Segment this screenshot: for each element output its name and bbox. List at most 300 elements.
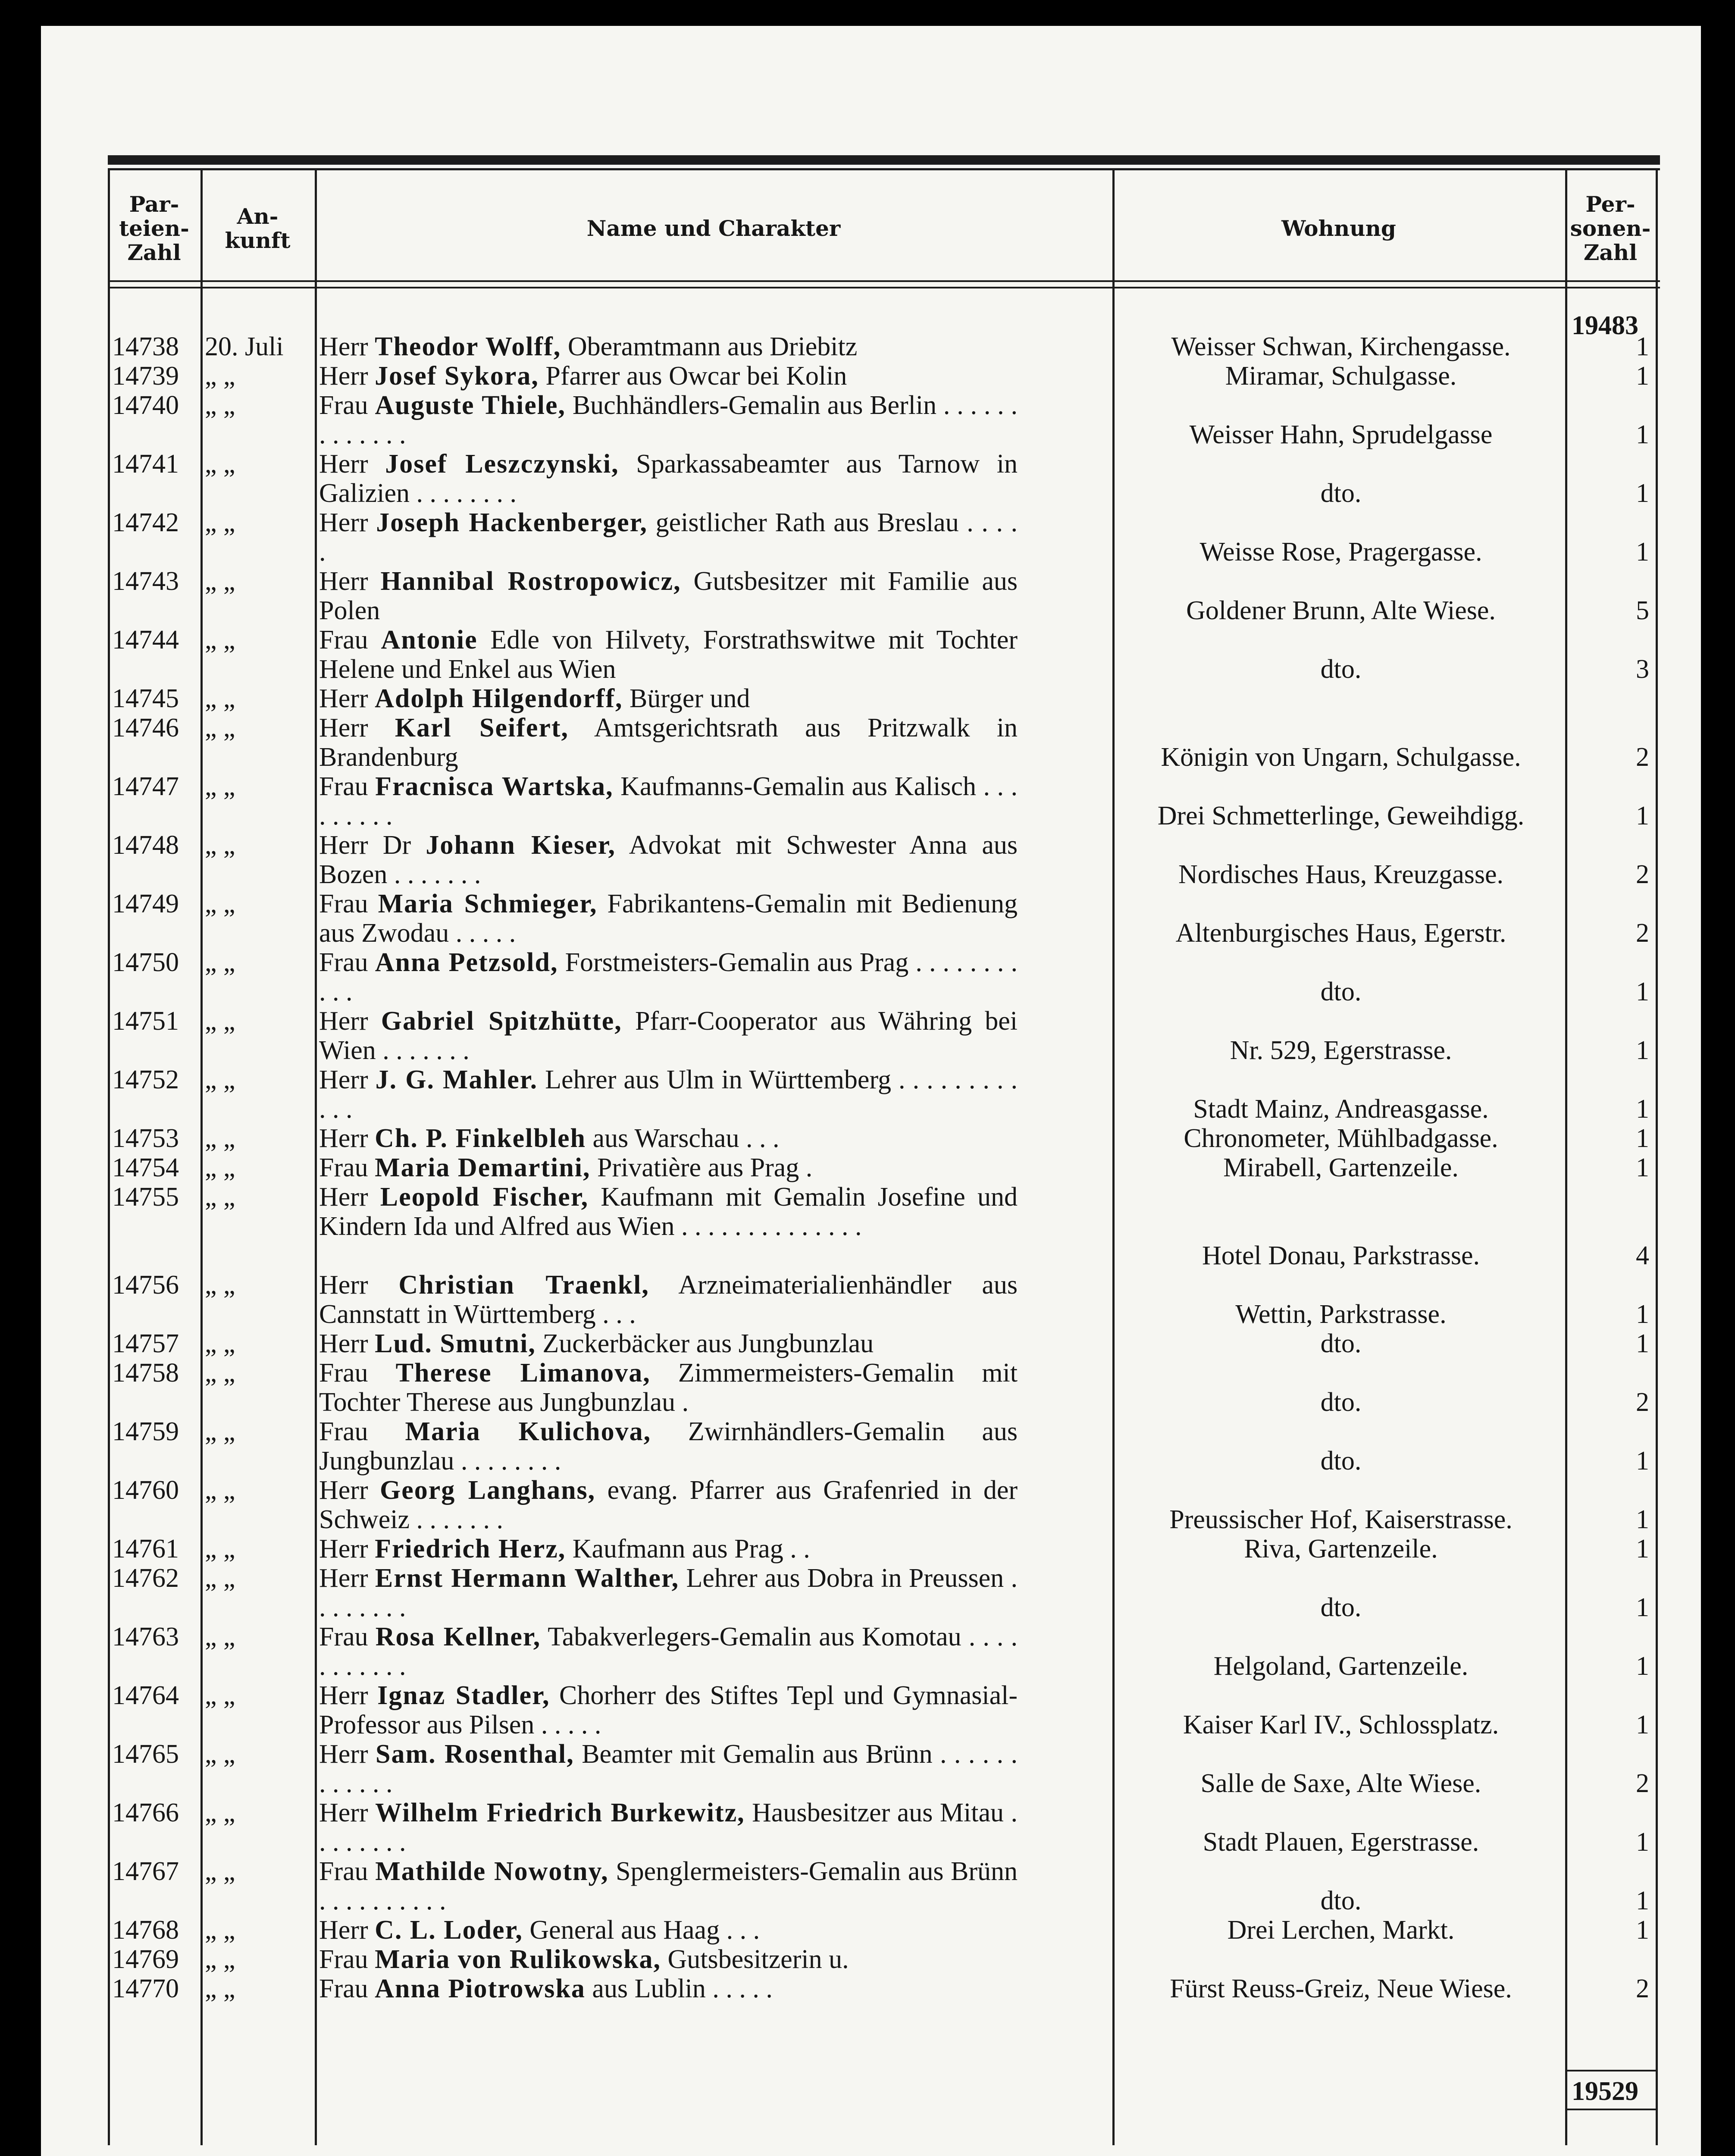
residence: Preussischer Hof, Kaiserstrasse.: [1169, 1505, 1513, 1534]
guest-name: Antonie: [381, 625, 478, 655]
salutation: Frau: [319, 1622, 368, 1651]
residence: Mirabell, Gartenzeile.: [1223, 1153, 1459, 1182]
residence: dto.: [1320, 479, 1362, 508]
party-number: 14759: [112, 1417, 179, 1446]
guest-description: aus Warschau . . .: [592, 1124, 780, 1153]
guest-name: Auguste Thiele,: [375, 391, 566, 420]
guest-description: Zuckerbäcker aus Jungbunzlau: [542, 1329, 874, 1358]
arrival-date: „ „: [205, 1622, 235, 1651]
salutation: Frau: [319, 889, 368, 918]
name-and-character: [319, 1358, 1018, 1417]
salutation: Frau: [319, 948, 368, 977]
person-count: 1: [1636, 801, 1649, 830]
party-number: 14760: [112, 1476, 179, 1505]
arrival-date: „ „: [205, 1798, 235, 1827]
sum-rule-bottom: [1565, 2109, 1658, 2110]
arrival-date: „ „: [205, 1182, 235, 1212]
name-and-character: [319, 684, 1018, 713]
party-number: 14742: [112, 508, 179, 537]
guest-description: geistlicher Rath aus Breslau . . . . .: [319, 508, 1018, 567]
residence: Weisse Rose, Pragergasse.: [1199, 537, 1482, 567]
party-number: 14741: [112, 449, 179, 479]
name-and-character: [319, 1124, 1018, 1153]
arrival-date: „ „: [205, 508, 235, 537]
name-and-character: [319, 332, 1018, 361]
salutation: Herr: [319, 1534, 368, 1564]
guest-description: Tabakverlegers-Gemalin aus Komotau . . . . . . . . . . .: [319, 1622, 1018, 1681]
guest-description: Lehrer aus Dobra in Preussen . . . . . . . .: [319, 1564, 1018, 1622]
arrival-date: „ „: [205, 1065, 235, 1094]
residence: dto.: [1320, 1446, 1362, 1476]
person-count: 1: [1636, 1651, 1649, 1681]
table-row: [108, 625, 1660, 684]
arrival-date: „ „: [205, 1153, 235, 1182]
residence: Chronometer, Mühlbadgasse.: [1184, 1124, 1498, 1153]
name-and-character: [319, 1417, 1018, 1476]
residence: dto.: [1320, 1593, 1362, 1622]
table-row: [108, 948, 1660, 1006]
salutation: Frau: [319, 1417, 368, 1446]
arrival-date: „ „: [205, 1270, 235, 1300]
table-row: [108, 1329, 1660, 1358]
arrival-date: „ „: [205, 1124, 235, 1153]
guest-description: Beamter mit Gemalin aus Brünn . . . . . . . . . . . .: [319, 1739, 1018, 1798]
table-row: [108, 1065, 1660, 1124]
header-rule-1: [108, 280, 1660, 282]
party-number: 14753: [112, 1124, 179, 1153]
arrival-date: „ „: [205, 889, 235, 918]
name-and-character: [319, 361, 1018, 391]
table-row: [108, 1974, 1660, 2003]
residence: Riva, Gartenzeile.: [1244, 1534, 1438, 1564]
person-count: 1: [1636, 1505, 1649, 1534]
guest-name: Karl Seifert,: [395, 713, 569, 743]
table-row: [108, 1622, 1660, 1681]
guest-name: Josef Leszczynski,: [385, 449, 619, 479]
name-and-character: [319, 449, 1018, 508]
residence: Königin von Ungarn, Schulgasse.: [1161, 743, 1521, 772]
salutation: Herr: [319, 1065, 368, 1094]
guest-description: Spenglermeisters-Gemalin aus Brünn . . . . . . . . . .: [319, 1857, 1018, 1915]
salutation: Herr Dr: [319, 830, 411, 860]
table-row: [108, 1915, 1660, 1945]
guest-name: Hannibal Rostropowicz,: [380, 567, 681, 596]
arrival-date: „ „: [205, 1857, 235, 1886]
guest-description: Zwirnhändlers-Gemalin aus Jungbunzlau . . . . . . . .: [319, 1417, 1018, 1476]
name-and-character: [319, 1476, 1018, 1534]
person-count: 1: [1636, 1593, 1649, 1622]
guest-description: Hausbesitzer aus Mitau . . . . . . . .: [319, 1798, 1018, 1857]
guest-name: Gabriel Spitzhütte,: [381, 1006, 622, 1036]
header-personen: Per- sonen- Zahl: [1570, 191, 1651, 265]
person-count: 1: [1636, 1124, 1649, 1153]
arrival-date: „ „: [205, 1739, 235, 1769]
salutation: Frau: [319, 1945, 368, 1974]
table-row: [108, 332, 1660, 361]
party-number: 14747: [112, 772, 179, 801]
guest-name: Maria von Rulikowska,: [375, 1945, 661, 1974]
guest-name: Johann Kieser,: [426, 830, 616, 860]
guest-name: Rosa Kellner,: [375, 1622, 541, 1651]
guest-description: Amtsgerichtsrath aus Pritzwalk in Brandenburg: [319, 713, 1018, 772]
salutation: Herr: [319, 1564, 368, 1593]
arrival-date: „ „: [205, 830, 235, 860]
person-count: 4: [1636, 1241, 1649, 1270]
guest-description: Pfarr-Cooperator aus Währing bei Wien . . . . . . .: [319, 1006, 1018, 1065]
party-number: 14757: [112, 1329, 179, 1358]
salutation: Frau: [319, 772, 368, 801]
register-table: [108, 155, 1660, 2152]
arrival-date: „ „: [205, 1564, 235, 1593]
residence: Drei Schmetterlinge, Geweihdigg.: [1157, 801, 1525, 830]
header-wohnung: Wohnung: [1281, 216, 1396, 241]
table-row: [108, 1564, 1660, 1622]
party-number: 14768: [112, 1915, 179, 1945]
arrival-date: „ „: [205, 361, 235, 391]
arrival-date: „ „: [205, 772, 235, 801]
name-and-character: [319, 1681, 1018, 1739]
residence: Nr. 529, Egerstrasse.: [1230, 1036, 1452, 1065]
header-parteien: Par- teien- Zahl: [119, 191, 189, 265]
guest-description: General aus Haag . . .: [529, 1915, 760, 1945]
party-number: 14762: [112, 1564, 179, 1593]
salutation: Herr: [319, 1798, 368, 1827]
salutation: Herr: [319, 1329, 368, 1358]
arrival-date: „ „: [205, 449, 235, 479]
party-number: 14739: [112, 361, 179, 391]
table-row: [108, 1270, 1660, 1329]
person-count: 2: [1636, 743, 1649, 772]
guest-name: Ernst Hermann Walther,: [375, 1564, 680, 1593]
guest-description: Pfarrer aus Owcar bei Kolin: [545, 361, 847, 391]
header-rule-2: [108, 287, 1660, 288]
party-number: 14769: [112, 1945, 179, 1974]
arrival-date: „ „: [205, 1329, 235, 1358]
residence: Fürst Reuss-Greiz, Neue Wiese.: [1170, 1974, 1512, 2003]
person-count: 1: [1636, 1094, 1649, 1124]
party-number: 14758: [112, 1358, 179, 1388]
top-rule: [108, 155, 1660, 165]
residence: Weisser Schwan, Kirchengasse.: [1171, 332, 1511, 361]
salutation: Frau: [319, 1857, 368, 1886]
salutation: Herr: [319, 361, 368, 391]
name-and-character: [319, 772, 1018, 830]
name-and-character: [319, 1329, 1018, 1358]
salutation: Herr: [319, 449, 368, 479]
table-row: [108, 1534, 1660, 1564]
salutation: Herr: [319, 1124, 368, 1153]
party-number: 14761: [112, 1534, 179, 1564]
person-count: 1: [1636, 537, 1649, 567]
party-number: 14755: [112, 1182, 179, 1212]
party-number: 14756: [112, 1270, 179, 1300]
guest-description: Kaufmann aus Prag . .: [572, 1534, 810, 1564]
name-and-character: [319, 948, 1018, 1006]
residence: Wettin, Parkstrasse.: [1235, 1300, 1447, 1329]
residence: Stadt Mainz, Andreasgasse.: [1193, 1094, 1489, 1124]
table-row: [108, 1857, 1660, 1915]
residence: dto.: [1320, 1329, 1362, 1358]
arrival-date: „ „: [205, 1974, 235, 2003]
table-row: [108, 449, 1660, 508]
arrival-date: „ „: [205, 1476, 235, 1505]
salutation: Herr: [319, 1182, 368, 1212]
top-rule-thin: [108, 168, 1660, 170]
name-and-character: [319, 1915, 1018, 1945]
person-count: 3: [1636, 655, 1649, 684]
guest-description: Advokat mit Schwester Anna aus Bozen . . . . . . .: [319, 830, 1018, 889]
name-and-character: [319, 508, 1018, 567]
person-count: 1: [1636, 1153, 1649, 1182]
table-row: [108, 1124, 1660, 1153]
table-row: [108, 1739, 1660, 1798]
salutation: Herr: [319, 1739, 368, 1769]
arrival-date: „ „: [205, 1915, 235, 1945]
table-row: [108, 391, 1660, 449]
guest-name: Theodor Wolff,: [375, 332, 561, 361]
residence: Drei Lerchen, Markt.: [1227, 1915, 1455, 1945]
party-number: 14749: [112, 889, 179, 918]
person-count: 1: [1636, 1446, 1649, 1476]
guest-name: Sam. Rosenthal,: [376, 1739, 574, 1769]
salutation: Herr: [319, 332, 368, 361]
party-number: 14764: [112, 1681, 179, 1710]
person-count: 1: [1636, 1300, 1649, 1329]
person-count: 1: [1636, 361, 1649, 391]
party-number: 14746: [112, 713, 179, 743]
salutation: Herr: [319, 713, 368, 743]
person-count: 1: [1636, 1710, 1649, 1739]
arrival-date: „ „: [205, 1945, 235, 1974]
person-count: 1: [1636, 1036, 1649, 1065]
guest-name: Lud. Smutni,: [375, 1329, 536, 1358]
residence: Salle de Saxe, Alte Wiese.: [1200, 1769, 1481, 1798]
party-number: 14767: [112, 1857, 179, 1886]
person-count: 1: [1636, 420, 1649, 449]
arrival-date: „ „: [205, 1417, 235, 1446]
name-and-character: [319, 1857, 1018, 1915]
person-count: 1: [1636, 1534, 1649, 1564]
salutation: Herr: [319, 1270, 368, 1300]
guest-name: Friedrich Herz,: [375, 1534, 566, 1564]
party-number: 14765: [112, 1739, 179, 1769]
table-row: [108, 1476, 1660, 1534]
salutation: Herr: [319, 1476, 368, 1505]
arrival-date: 20. Juli: [205, 332, 284, 361]
guest-name: Ch. P. Finkelbleh: [375, 1124, 586, 1153]
guest-description: Sparkassabeamter aus Tarnow in Galizien . . . . . . . .: [319, 449, 1018, 508]
person-count: 2: [1636, 1388, 1649, 1417]
table-row: [108, 772, 1660, 830]
person-count: 1: [1636, 479, 1649, 508]
salutation: Herr: [319, 1006, 368, 1036]
salutation: Herr: [319, 567, 368, 596]
residence: Weisser Hahn, Sprudelgasse: [1189, 420, 1493, 449]
residence: dto.: [1320, 1388, 1362, 1417]
guest-description: Privatière aus Prag .: [597, 1153, 813, 1182]
residence: dto.: [1320, 655, 1362, 684]
name-and-character: [319, 567, 1018, 625]
guest-description: aus Lublin . . . . .: [592, 1974, 773, 2003]
residence: dto.: [1320, 1886, 1362, 1915]
table-row: [108, 1798, 1660, 1857]
table-row: [108, 1358, 1660, 1417]
guest-description: Gutsbesitzer mit Familie aus Polen: [319, 567, 1018, 625]
guest-description: Zimmermeisters-Gemalin mit Tochter Therese aus Jungbunzlau .: [319, 1358, 1018, 1417]
guest-name: Georg Langhans,: [380, 1476, 596, 1505]
guest-description: Forstmeisters-Gemalin aus Prag . . . . . . . . . . .: [319, 948, 1018, 1006]
arrival-date: „ „: [205, 713, 235, 743]
salutation: Frau: [319, 1974, 368, 2003]
party-number: 14751: [112, 1006, 179, 1036]
arrival-date: „ „: [205, 625, 235, 655]
residence: Altenburgisches Haus, Egerstr.: [1175, 918, 1506, 948]
arrival-date: „ „: [205, 948, 235, 977]
table-row: [108, 889, 1660, 948]
table-row: [108, 713, 1660, 772]
person-count: 2: [1636, 918, 1649, 948]
name-and-character: [319, 625, 1018, 684]
table-row: [108, 508, 1660, 567]
name-and-character: [319, 1974, 1018, 2003]
party-number: 14748: [112, 830, 179, 860]
person-count: 1: [1636, 977, 1649, 1006]
name-and-character: [319, 713, 1018, 772]
party-number: 14743: [112, 567, 179, 596]
person-count: 1: [1636, 332, 1649, 361]
guest-description: Chorherr des Stiftes Tepl und Gymnasial-Professor aus Pilsen . . . . .: [319, 1681, 1018, 1739]
person-count: 5: [1636, 596, 1649, 625]
guest-name: J. G. Mahler.: [375, 1065, 538, 1094]
table-row: [108, 1417, 1660, 1476]
guest-description: evang. Pfarrer aus Grafenried in der Schweiz . . . . . . .: [319, 1476, 1018, 1534]
guest-description: Oberamtmann aus Driebitz: [567, 332, 858, 361]
party-number: 14754: [112, 1153, 179, 1182]
salutation: Frau: [319, 1358, 368, 1388]
name-and-character: [319, 1622, 1018, 1681]
party-number: 14750: [112, 948, 179, 977]
party-number: 14740: [112, 391, 179, 420]
salutation: Herr: [319, 1915, 368, 1945]
residence: dto.: [1320, 977, 1362, 1006]
header-name: Name und Charakter: [586, 216, 841, 241]
residence: Helgoland, Gartenzeile.: [1213, 1651, 1469, 1681]
table-row: [108, 684, 1660, 713]
table-row: [108, 1945, 1660, 1974]
name-and-character: [319, 1270, 1018, 1329]
ledger-page: [41, 26, 1701, 2156]
header-ankunft: An- kunft: [225, 204, 291, 253]
guest-description: Buchhändlers-Gemalin aus Berlin . . . . . . . . . . . . .: [319, 391, 1018, 449]
guest-description: Edle von Hilvety, Forstrathswitwe mit Tochter Helene und Enkel aus Wien: [319, 625, 1018, 684]
salutation: Herr: [319, 508, 368, 537]
guest-name: Adolph Hilgendorff,: [375, 684, 623, 713]
person-count: 1: [1636, 1886, 1649, 1915]
residence: Hotel Donau, Parkstrasse.: [1202, 1241, 1480, 1270]
guest-name: Maria Demartini,: [375, 1153, 591, 1182]
party-number: 14745: [112, 684, 179, 713]
guest-description: Lehrer aus Ulm in Württemberg . . . . . . . . . . . .: [319, 1065, 1018, 1124]
person-count: 2: [1636, 1769, 1649, 1798]
person-count: 1: [1636, 1915, 1649, 1945]
sum-rule: [1565, 2070, 1658, 2071]
party-number: 14763: [112, 1622, 179, 1651]
guest-description: Gutsbesitzerin u.: [667, 1945, 849, 1974]
name-and-character: [319, 1182, 1018, 1241]
table-row: [108, 1182, 1660, 1270]
guest-name: Maria Kulichova,: [405, 1417, 651, 1446]
residence: Goldener Brunn, Alte Wiese.: [1186, 596, 1496, 625]
arrival-date: „ „: [205, 684, 235, 713]
arrival-date: „ „: [205, 1006, 235, 1036]
salutation: Herr: [319, 684, 368, 713]
table-row: [108, 1006, 1660, 1065]
party-number: 14770: [112, 1974, 179, 2003]
guest-description: Bürger und: [629, 684, 750, 713]
residence: Miramar, Schulgasse.: [1225, 361, 1457, 391]
person-count: 1: [1636, 1329, 1649, 1358]
salutation: Frau: [319, 1153, 368, 1182]
name-and-character: [319, 830, 1018, 889]
table-row: [108, 567, 1660, 625]
name-and-character: [319, 1065, 1018, 1124]
guest-name: Christian Traenkl,: [398, 1270, 649, 1300]
guest-name: C. L. Loder,: [375, 1915, 523, 1945]
guest-name: Anna Petzsold,: [375, 948, 558, 977]
table-row: [108, 1153, 1660, 1182]
residence: Nordisches Haus, Kreuzgasse.: [1178, 860, 1504, 889]
table-row: [108, 830, 1660, 889]
party-number: 14752: [112, 1065, 179, 1094]
person-count: 2: [1636, 1974, 1649, 2003]
person-count: 1: [1636, 1827, 1649, 1857]
grand-total: 19529: [1572, 2077, 1638, 2106]
guest-name: Therese Limanova,: [395, 1358, 651, 1388]
table-row: [108, 361, 1660, 391]
salutation: Frau: [319, 625, 368, 655]
name-and-character: [319, 1534, 1018, 1564]
arrival-date: „ „: [205, 567, 235, 596]
name-and-character: [319, 889, 1018, 948]
guest-name: Wilhelm Friedrich Burkewitz,: [375, 1798, 745, 1827]
party-number: 14744: [112, 625, 179, 655]
name-and-character: [319, 1739, 1018, 1798]
guest-name: Maria Schmieger,: [378, 889, 598, 918]
guest-description: Kaufmanns-Gemalin aus Kalisch . . . . . . . . .: [319, 772, 1018, 830]
person-count: 2: [1636, 860, 1649, 889]
name-and-character: [319, 1945, 1018, 1974]
arrival-date: „ „: [205, 1681, 235, 1710]
arrival-date: „ „: [205, 1358, 235, 1388]
name-and-character: [319, 1798, 1018, 1857]
table-row: [108, 1681, 1660, 1739]
name-and-character: [319, 1153, 1018, 1182]
name-and-character: [319, 1564, 1018, 1622]
salutation: Frau: [319, 391, 368, 420]
guest-name: Fracnisca Wartska,: [375, 772, 614, 801]
guest-description: Arzneimaterialienhändler aus Cannstatt in Württemberg . . .: [319, 1270, 1018, 1329]
guest-name: Joseph Hackenberger,: [376, 508, 648, 537]
name-and-character: [319, 391, 1018, 449]
party-number: 14766: [112, 1798, 179, 1827]
guest-description: Fabrikantens-Gemalin mit Bedienung aus Zwodau . . . . .: [319, 889, 1018, 948]
guest-name: Ignaz Stadler,: [377, 1681, 550, 1710]
guest-name: Anna Piotrowska: [375, 1974, 586, 2003]
residence: Kaiser Karl IV., Schlossplatz.: [1183, 1710, 1499, 1739]
guest-name: Leopold Fischer,: [380, 1182, 589, 1212]
salutation: Herr: [319, 1681, 368, 1710]
guest-name: Mathilde Nowotny,: [375, 1857, 609, 1886]
